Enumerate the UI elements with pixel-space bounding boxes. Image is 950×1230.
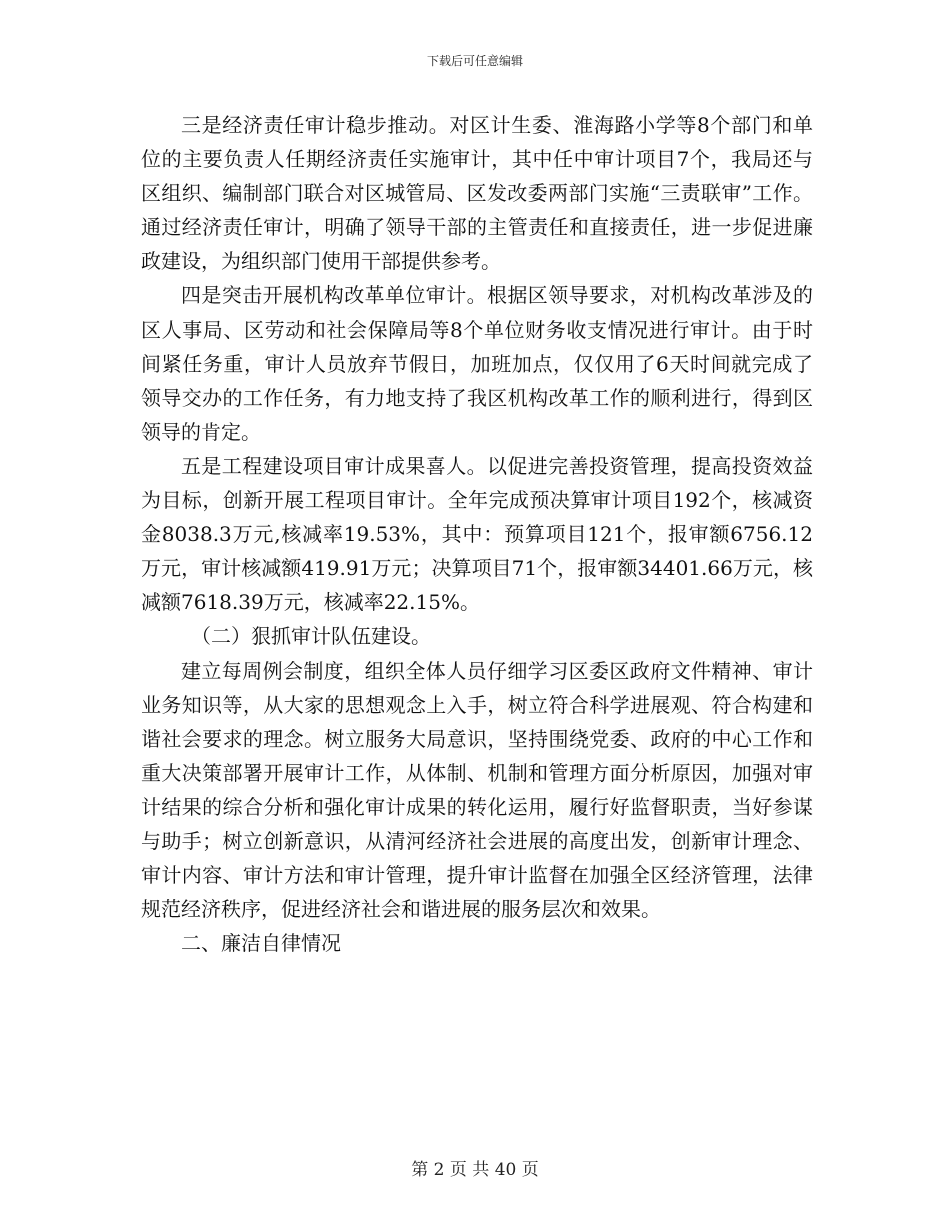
section-heading-team-building: （二）狠抓审计队伍建设。 bbox=[191, 624, 431, 649]
document-body bbox=[141, 108, 813, 960]
paragraph-construction-project-audit: 五是工程建设项目审计成果喜人。以促进完善投资管理，提高投资效益为目标，创新开展工程项目审计。全年完成预决算审计项目192个，核减资金8038.3万元,核减率19.53%，其中：预算项目121个，报审额6756.12万元，审计核减额419.91万元；决算项目71个，报审额34401.66万元，核减额7618.39万元，核减率22.15%。 bbox=[141, 453, 813, 615]
paragraph-economic-responsibility-audit: 三是经济责任审计稳步推动。对区计生委、淮海路小学等8个部门和单位的主要负责人任期经济责任实施审计，其中任中审计项目7个，我局还与区组织、编制部门联合对区城管局、区发改委两部门实施“三责联审”工作。通过经济责任审计，明确了领导干部的主管责任和直接责任，进一步促进廉政建设，为组织部门使用干部提供参考。 bbox=[141, 113, 813, 274]
paragraph-institutional-reform-audit: 四是突击开展机构改革单位审计。根据区领导要求，对机构改革涉及的区人事局、区劳动和社会保障局等8个单位财务收支情况进行审计。由于时间紧任务重，审计人员放弃节假日，加班加点，仅仅用了6天时间就完成了领导交办的工作任务，有力地支持了我区机构改革工作的顺利进行，得到区领导的肯定。 bbox=[141, 283, 813, 444]
page-header: 下载后可任意编辑 bbox=[426, 54, 523, 68]
paragraph-team-building: 建立每周例会制度，组织全体人员仔细学习区委区政府文件精神、审计业务知识等，从大家的思想观念上入手，树立符合科学进展观、符合构建和谐社会要求的理念。树立服务大局意识，坚持围绕党委、政府的中心工作和重大决策部署开展审计工作，从体制、机制和管理方面分析原因，加强对审计结果的综合分析和强化审计成果的转化运用，履行好监督职责，当好参谋与助手；树立创新意识，从清河经济社会进展的高度出发，创新审计理念、审计内容、审计方法和审计管理，提升审计监督在加强全区经济管理，法律规范经济秩序，促进经济社会和谐进展的服务层次和效果。 bbox=[141, 658, 813, 922]
page-footer: 第 2 页 共 40 页 bbox=[411, 1160, 539, 1180]
section-heading-integrity: 二、廉洁自律情况 bbox=[181, 931, 341, 956]
